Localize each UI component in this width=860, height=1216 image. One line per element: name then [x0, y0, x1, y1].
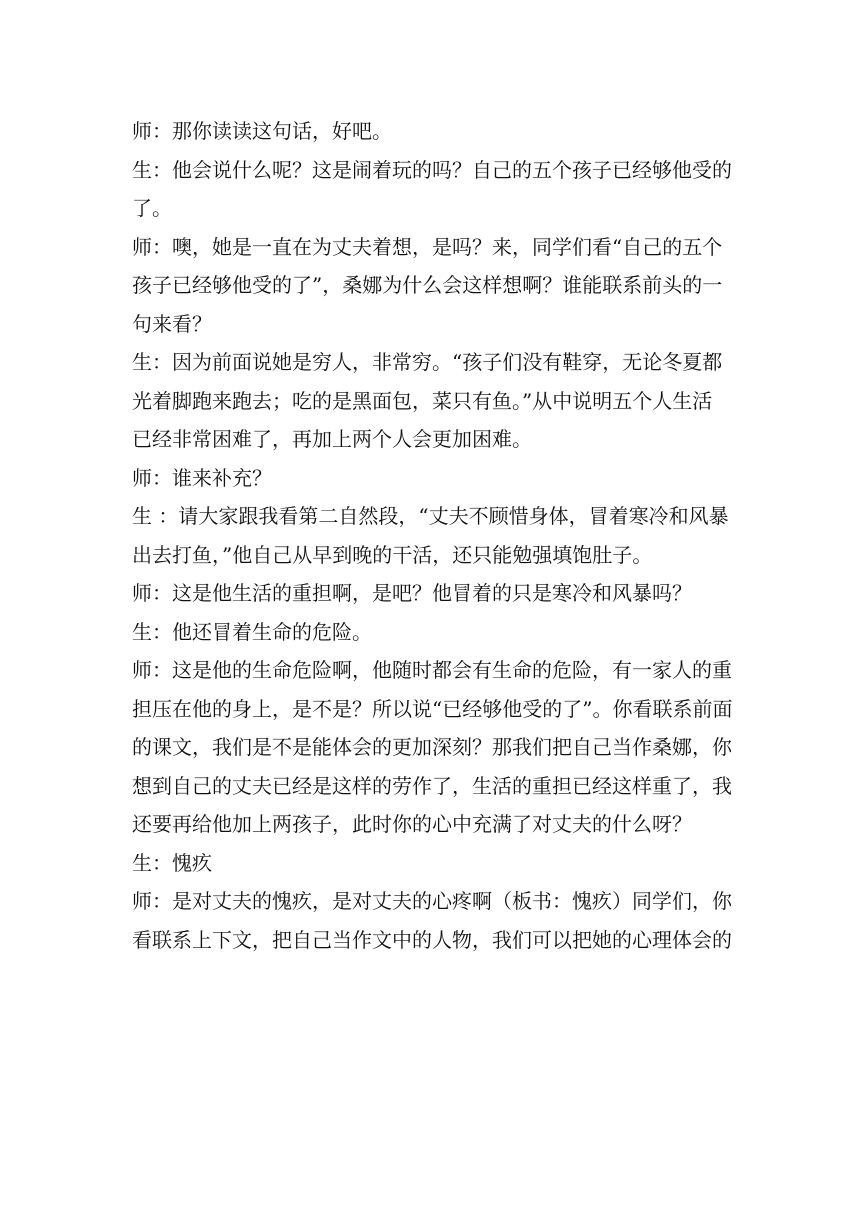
text-line: 师：这是他的生命危险啊，他随时都会有生命的危险，有一家人的重 [132, 658, 732, 682]
paragraph-teacher-5 [132, 651, 734, 844]
text-line: 师：谁来补充？ [132, 465, 272, 490]
text-line: 了。 [132, 196, 172, 220]
text-line: 师：这是他生活的重担啊，是吧？他冒着的只是寒冷和风暴吗？ [132, 581, 692, 605]
text-line: 生：他会说什么呢？这是闹着玩的吗？自己的五个孩子已经够他受的 [132, 157, 732, 182]
text-line: 已经非常困难了，再加上两个人会更加困难。 [132, 427, 532, 451]
document-body [132, 112, 734, 959]
paragraph-teacher-2 [132, 228, 734, 344]
paragraph-teacher-3 [132, 459, 734, 498]
text-line: 看联系上下文，把自己当作文中的人物，我们可以把她的心理体会的 [132, 927, 732, 952]
text-line: 还要再给他加上两孩子，此时你的心中充满了对丈夫的什么呀？ [132, 812, 692, 836]
paragraph-student-4 [132, 613, 734, 652]
text-line: 生：因为前面说她是穷人，非常穷。“孩子们没有鞋穿，无论冬夏都 [132, 350, 723, 374]
paragraph-teacher-4 [132, 574, 734, 613]
paragraph-teacher-6 [132, 882, 734, 959]
paragraph-teacher-1 [132, 112, 734, 151]
paragraph-student-2 [132, 343, 734, 459]
paragraph-student-1 [132, 151, 734, 228]
text-line: 师：噢，她是一直在为丈夫着想，是吗？来，同学们看“自己的五个 [132, 234, 723, 259]
text-line: 出去打鱼，”他自己从早到晚的干活，还只能勉强填饱肚子。 [132, 542, 653, 567]
text-line: 孩子已经够他受的了”，桑娜为什么会这样想啊？谁能联系前头的一 [132, 273, 723, 297]
text-line: 的课文，我们是不是能体会的更加深刻？那我们把自己当作桑娜，你 [132, 735, 732, 759]
text-line: 想到自己的丈夫已经是这样的劳作了，生活的重担已经这样重了，我 [132, 773, 732, 798]
text-line: 师：是对丈夫的愧疚，是对丈夫的心疼啊（板书：愧疚）同学们，你 [132, 889, 732, 913]
text-line: 担压在他的身上，是不是？所以说“已经够他受的了”。你看联系前面 [132, 696, 733, 721]
text-line: 师：那你读读这句话，好吧。 [132, 119, 392, 143]
text-line: 光着脚跑来跑去；吃的是黑面包，菜只有鱼。”从中说明五个人生活 [132, 388, 713, 413]
paragraph-student-3 [132, 497, 734, 574]
text-line: 生：愧疚 [132, 850, 212, 875]
text-line: 生 ：请大家跟我看第二自然段，“丈夫不顾惜身体，冒着寒冷和风暴 [132, 504, 729, 528]
paragraph-student-5 [132, 844, 734, 883]
text-line: 生：他还冒着生命的危险。 [132, 619, 372, 644]
text-line: 句来看？ [132, 311, 212, 336]
